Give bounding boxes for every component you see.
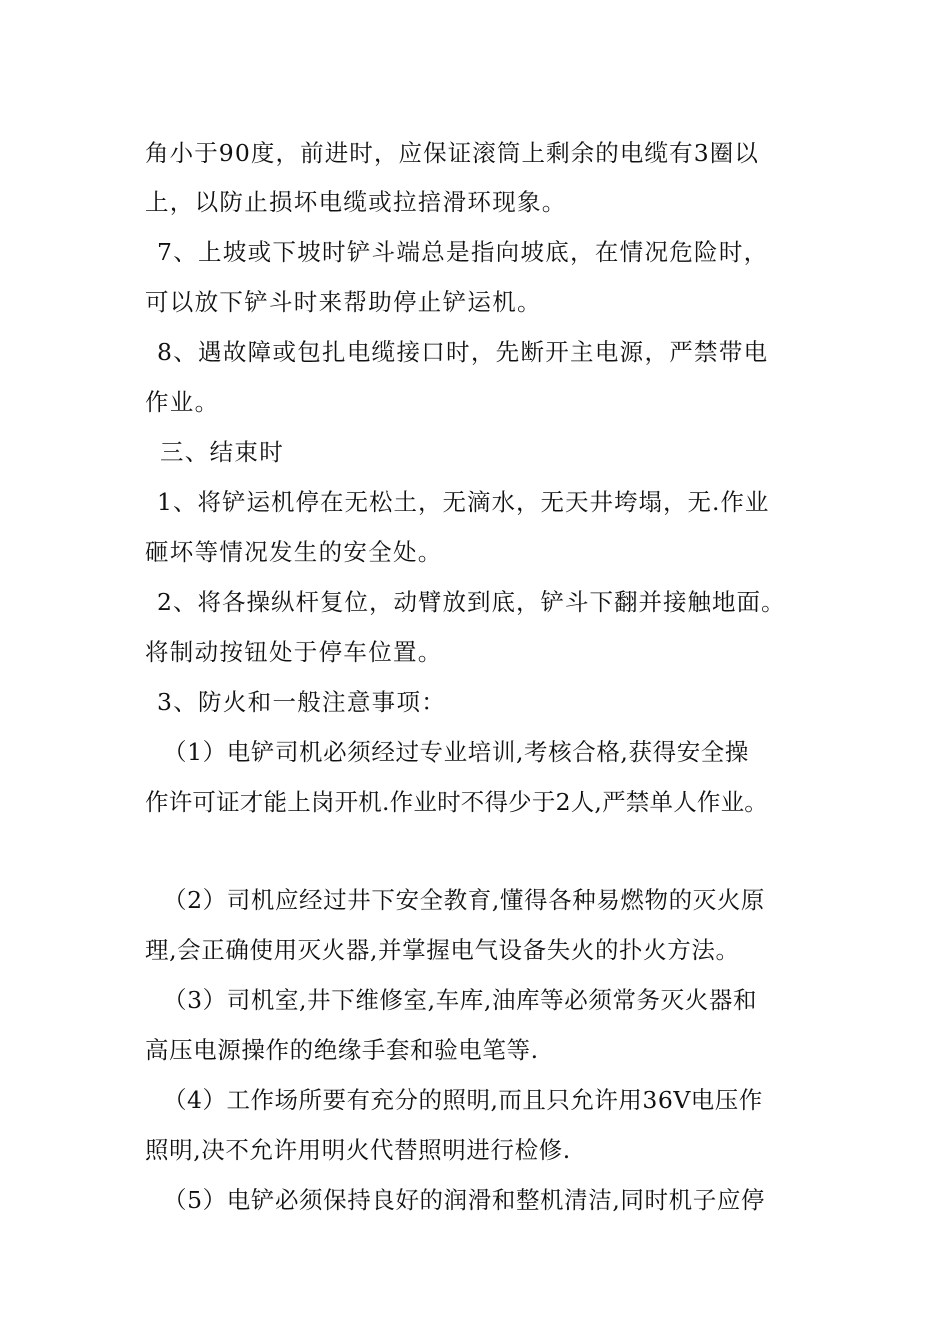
text-line: （3）司机室,井下维修室,车库,油库等必须常务灭火器和	[163, 986, 758, 1014]
text-line: 3、防火和一般注意事项：	[157, 688, 447, 716]
text-line: 7、上坡或下坡时铲斗端总是指向坡底，在情况危险时，	[157, 238, 769, 266]
section-heading: 三、结束时	[160, 438, 284, 466]
text-line: 角小于90度，前进时，应保证滚筒上剩余的电缆有3圈以	[145, 139, 759, 167]
text-line: 作业。	[145, 388, 220, 416]
text-line: （4）工作场所要有充分的照明,而且只允许用36V电压作	[163, 1086, 763, 1114]
text-line: 将制动按钮处于停车位置。	[145, 638, 443, 666]
text-line: （2）司机应经过井下安全教育,懂得各种易燃物的灭火原	[163, 886, 766, 914]
text-line: 可以放下铲斗时来帮助停止铲运机。	[145, 288, 542, 316]
text-line: 作许可证才能上岗开机.作业时不得少于2人,严禁单人作业。	[145, 788, 768, 816]
text-line: （5）电铲必须保持良好的润滑和整机清洁,同时机子应停	[163, 1186, 766, 1214]
text-line: 上，以防止损坏电缆或拉掊滑环现象。	[145, 188, 567, 216]
text-line: 8、遇故障或包扎电缆接口时，先断开主电源，严禁带电	[157, 338, 769, 366]
text-line: 照明,决不允许用明火代替照明进行检修.	[145, 1136, 571, 1164]
text-line: 砸坏等情况发生的安全处。	[145, 538, 443, 566]
text-line: 1、将铲运机停在无松土，无滴水，无天井垮塌，无.作业	[157, 488, 770, 516]
text-line: （1）电铲司机必须经过专业培训,考核合格,获得安全操	[163, 738, 749, 766]
text-line: 高压电源操作的绝缘手套和验电笔等.	[145, 1036, 539, 1064]
text-line: 2、将各操纵杆复位，动臂放到底，铲斗下翻并接触地面。	[157, 588, 786, 616]
text-line: 理,会正确使用灭火器,并掌握电气设备失火的扑火方法。	[145, 936, 740, 964]
